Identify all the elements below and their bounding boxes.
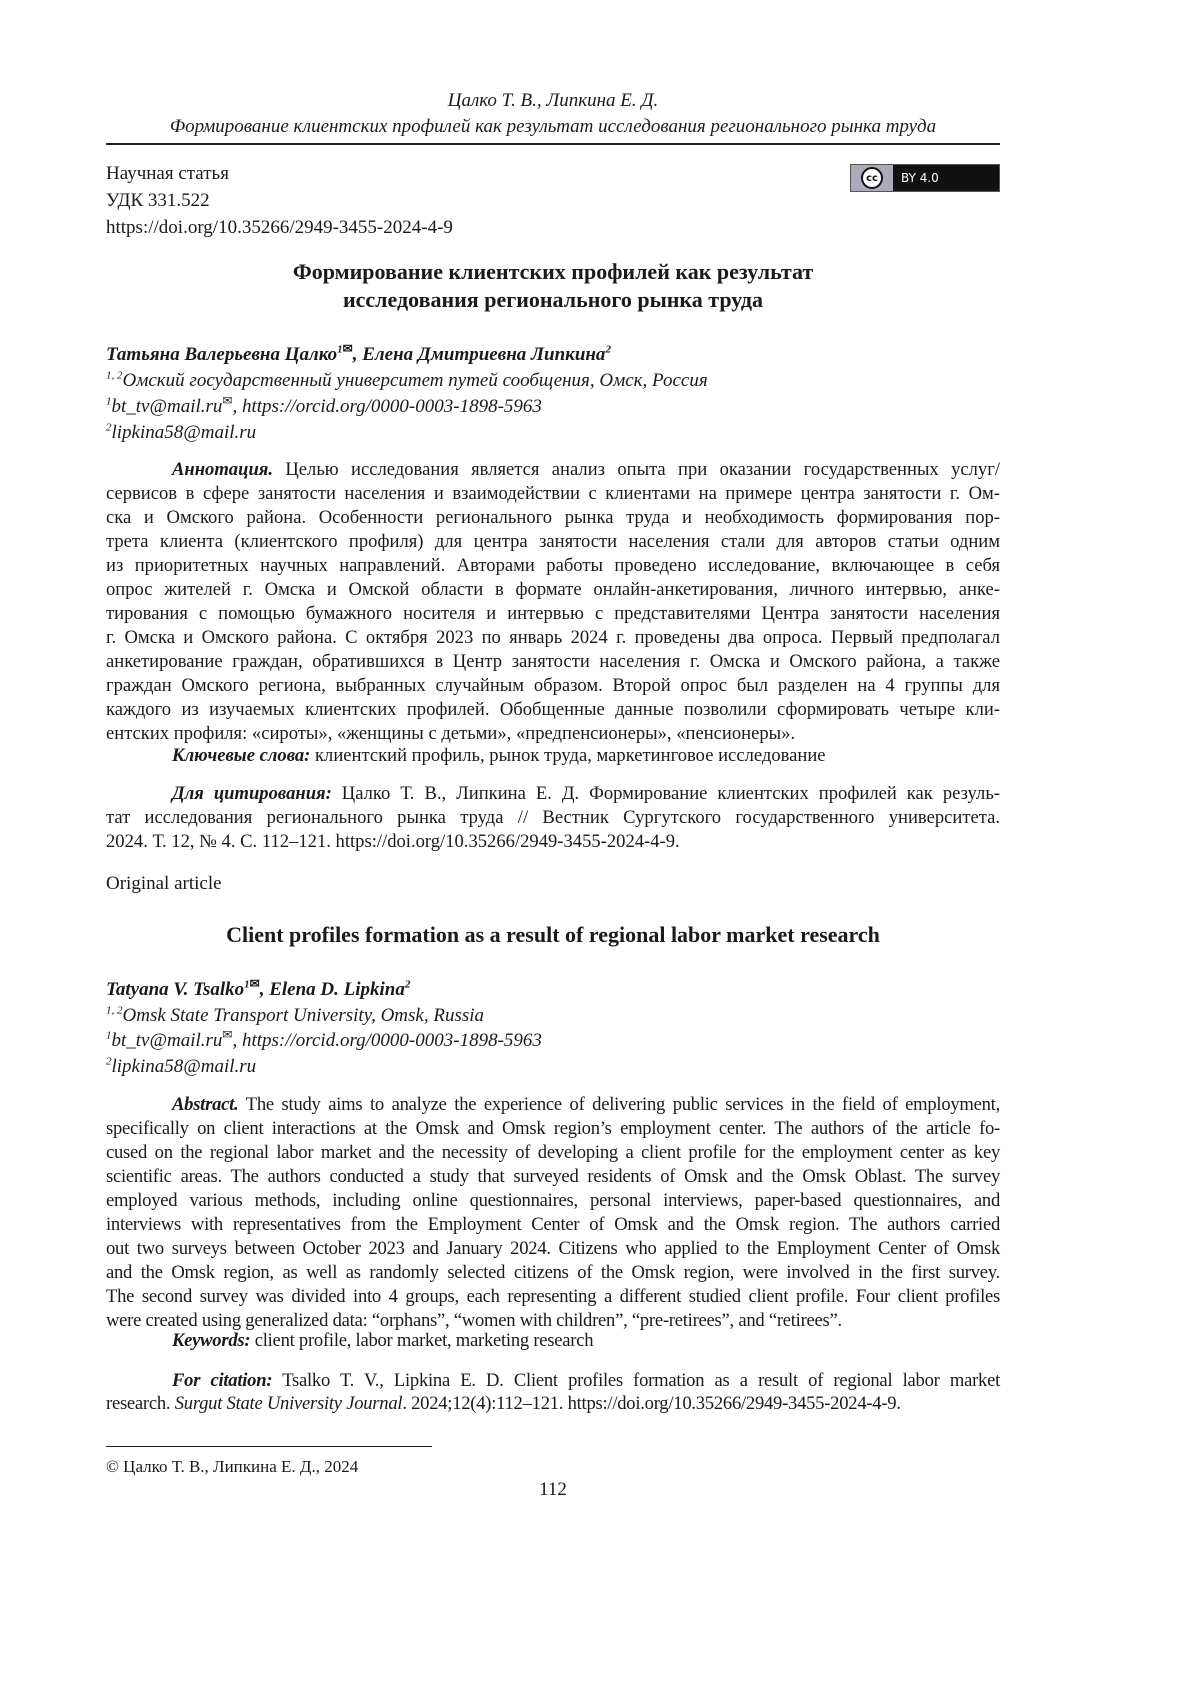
footnote-rule [106, 1446, 432, 1447]
abstract-line: Аннотация. Целью исследования является анализ опыта при оказании государственных услуг/ [172, 458, 1000, 482]
ru-authors: Татьяна Валерьевна Цалко1✉, Елена Дмитриевна Липкина2 [106, 342, 1000, 368]
en-article-type: Original article [106, 873, 1000, 895]
ru-title-line: исследования регионального рынка труда [106, 286, 1000, 314]
en-keywords: Keywords: client profile, labor market, marketing research [172, 1329, 1000, 1353]
envelope-icon: ✉ [222, 394, 232, 408]
abstract-line: каждого из изучаемых клиентских профилей. Обобщенные данные позволили сформировать четыре кли- [106, 698, 1000, 722]
orcid-link[interactable]: , https://orcid.org/0000-0003-1898-5963 [232, 396, 541, 417]
en-contact-1: 1bt_tv@mail.ru✉, https://orcid.org/0000-0003-1898-5963 [106, 1028, 1000, 1054]
ru-keywords: Ключевые слова: клиентский профиль, рынок труда, маркетинговое исследование [172, 744, 1000, 768]
abstract-line: and the Omsk region, as well as randomly selected citizens of the Omsk region, were involved in the first survey. [106, 1261, 1000, 1285]
abstract-line: cused on the regional labor market and the necessity of developing a client profile for the employment center as key [106, 1141, 1000, 1165]
ru-contact-2: 2lipkina58@mail.ru [106, 420, 1000, 446]
abstract-line: employed various methods, including online questionnaires, personal interviews, paper-based questionnaires, and [106, 1189, 1000, 1213]
abstract-line: анкетирование граждан, обратившихся в Центр занятости населения г. Омска и Омского района, а также [106, 650, 1000, 674]
en-title: Client profiles formation as a result of regional labor market research [106, 921, 1000, 949]
abstract-line: ска и Омского района. Особенности регионального рынка труда и необходимость формирования пор- [106, 506, 1000, 530]
en-authors-block [106, 977, 1000, 1079]
abstract-line: опрос жителей г. Омска и Омской области в формате онлайн-анкетирования, личного интервью, анке- [106, 578, 1000, 602]
citation-line: тат исследования регионального рынка труда // Вестник Сургутского государственного университета. [106, 806, 1000, 830]
udk: УДК 331.522 [106, 187, 1000, 214]
citation-line: research. Surgut State University Journal. 2024;12(4):112–121. https://doi.org/10.35266/2949-3455-2024-4-9. [106, 1392, 1000, 1416]
abstract-line: граждан Омского региона, выбранных случайным образом. Второй опрос был разделен на 4 группы для [106, 674, 1000, 698]
running-header-authors: Цалко Т. В., Липкина Е. Д. [106, 90, 1000, 112]
email-link[interactable]: bt_tv@mail.ru [112, 1030, 223, 1051]
en-affiliation: 1, 2Omsk State Transport University, Omsk, Russia [106, 1003, 1000, 1029]
ru-affiliation: 1, 2Омский государственный университет путей сообщения, Омск, Россия [106, 368, 1000, 394]
email-link[interactable]: bt_tv@mail.ru [112, 396, 223, 417]
abstract-line: The second survey was divided into 4 groups, each representing a different studied client profile. Four client profiles [106, 1285, 1000, 1309]
en-authors: Tatyana V. Tsalko1✉, Elena D. Lipkina2 [106, 977, 1000, 1003]
running-header-title: Формирование клиентских профилей как результат исследования регионального рынка труда [106, 116, 1000, 138]
envelope-icon: ✉ [222, 1028, 232, 1042]
page-number: 112 [106, 1479, 1000, 1501]
abstract-line: out two surveys between October 2023 and January 2024. Citizens who applied to the Employment Center of Omsk [106, 1237, 1000, 1261]
ru-title [106, 258, 1000, 314]
citation-line: For citation: Tsalko T. V., Lipkina E. D. Client profiles formation as a result of regional labor market [172, 1369, 1000, 1393]
orcid-link[interactable]: , https://orcid.org/0000-0003-1898-5963 [232, 1030, 541, 1051]
abstract-line: тирования с помощью бумажного носителя и интервью с представителями Центра занятости населения [106, 602, 1000, 626]
abstract-line: were created using generalized data: “orphans”, “women with children”, “pre-retirees”, and “retirees”. [106, 1309, 1000, 1333]
abstract-line: трета клиента (клиентского профиля) для центра занятости населения стали для авторов статьи одним [106, 530, 1000, 554]
citation-line: Для цитирования: Цалко Т. В., Липкина Е. Д. Формирование клиентских профилей как резуль- [172, 782, 1000, 806]
journal-name: Surgut State University Journal [175, 1393, 403, 1414]
ru-authors-block [106, 342, 1000, 446]
ru-contact-1: 1bt_tv@mail.ru✉, https://orcid.org/0000-0003-1898-5963 [106, 394, 1000, 420]
ru-title-line: Формирование клиентских профилей как результат [106, 258, 1000, 286]
copyright: © Цалко Т. В., Липкина Е. Д., 2024 [106, 1457, 1000, 1477]
abstract-line: сервисов в сфере занятости населения и взаимодействии с клиентами на примере центра занятости г. Ом- [106, 482, 1000, 506]
abstract-line: ентских профиля: «сироты», «женщины с детьми», «предпенсионеры», «пенсионеры». [106, 722, 1000, 746]
citation-line: 2024. Т. 12, № 4. С. 112–121. https://doi.org/10.35266/2949-3455-2024-4-9. [106, 830, 1000, 854]
email-link[interactable]: lipkina58@mail.ru [112, 1056, 257, 1077]
en-contact-2: 2lipkina58@mail.ru [106, 1054, 1000, 1080]
abstract-line: specifically on client interactions at the Omsk and Omsk region’s employment center. The authors of the article fo- [106, 1117, 1000, 1141]
envelope-icon: ✉ [343, 342, 353, 356]
cc-by-license-badge[interactable] [850, 164, 1000, 192]
abstract-line: из приоритетных научных направлений. Авторами работы проведено исследование, включающее в себя [106, 554, 1000, 578]
header-rule [106, 143, 1000, 145]
abstract-line: scientific areas. The authors conducted a study that surveyed residents of Omsk and the Omsk Oblast. The survey [106, 1165, 1000, 1189]
doi-link[interactable]: https://doi.org/10.35266/2949-3455-2024-4-9 [106, 214, 1000, 241]
envelope-icon: ✉ [250, 977, 260, 991]
email-link[interactable]: lipkina58@mail.ru [112, 422, 257, 443]
abstract-line: г. Омска и Омского района. С октября 2023 по январь 2024 г. проведены два опроса. Первый предполагал [106, 626, 1000, 650]
abstract-line: Abstract. The study aims to analyze the experience of delivering public services in the field of employment, [172, 1093, 1000, 1117]
license-label: BY 4.0 [893, 171, 939, 185]
article-type: Научная статья [106, 160, 1000, 187]
cc-icon: cc [861, 167, 883, 189]
abstract-line: interviews with representatives from the Employment Center of Omsk and the Omsk region. The authors carried [106, 1213, 1000, 1237]
